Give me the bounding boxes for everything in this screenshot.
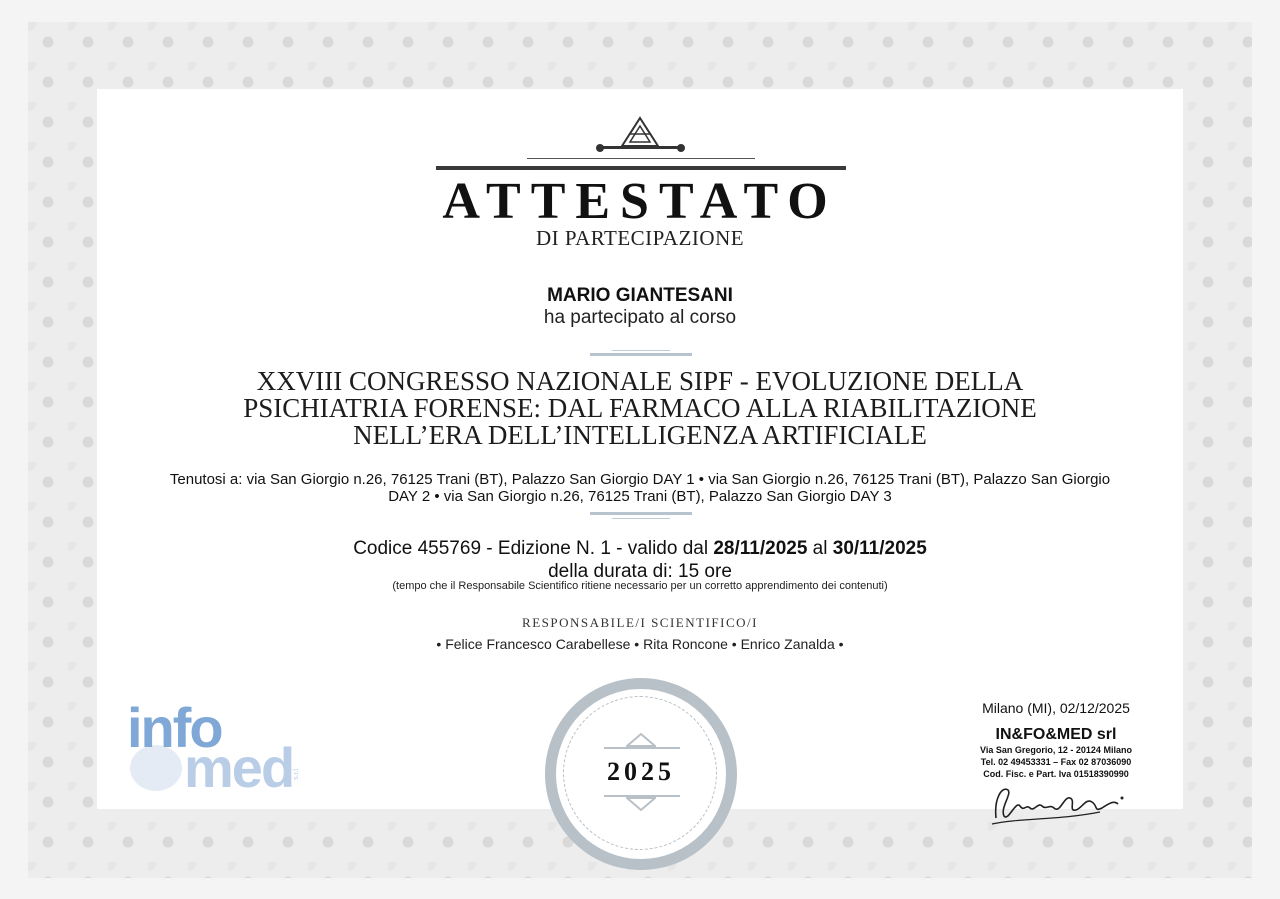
- logo-suffix: s.r.l.: [292, 767, 300, 780]
- logo-word-info: info: [127, 696, 222, 759]
- ornament-dot: [677, 144, 685, 152]
- company-phone: Tel. 02 49453331 – Fax 02 87036090: [980, 757, 1132, 767]
- ornament-line: [597, 146, 683, 149]
- scientific-names: • Felice Francesco Carabellese • Rita Roncone • Enrico Zanalda •: [436, 636, 844, 652]
- place-date: Milano (MI), 02/12/2025: [982, 700, 1130, 716]
- ornament-thin-rule: [527, 158, 755, 159]
- duration-note: (tempo che il Responsabile Scientifico ritiene necessario per un corretto apprendimento dei contenuti): [392, 580, 888, 592]
- course-title-line: PSICHIATRIA FORENSE: DAL FARMACO ALLA RIABILITAZIONE: [243, 393, 1037, 423]
- separator: [590, 512, 692, 515]
- participation-text: ha partecipato al corso: [543, 307, 737, 328]
- course-title: [0, 368, 1280, 449]
- venue-line: DAY 2 • via San Giorgio n.26, 76125 Trani (BT), Palazzo San Giorgio DAY 3: [388, 488, 892, 505]
- logo-word-med: med: [184, 736, 294, 799]
- seal-chevron-icon: [626, 797, 656, 811]
- course-duration: della durata di: 15 ore: [548, 561, 732, 582]
- date-to: 30/11/2025: [832, 538, 927, 559]
- scientific-heading: RESPONSABILE/I SCIENTIFICO/I: [522, 615, 758, 630]
- certificate-subtitle: DI PARTECIPAZIONE: [535, 226, 745, 250]
- course-title-line: XXVIII CONGRESSO NAZIONALE SIPF - EVOLUZIONE DELLA: [256, 366, 1024, 396]
- triangle-emblem-icon: [620, 116, 660, 148]
- course-code-validity: [0, 538, 1280, 560]
- separator-thin: [612, 518, 670, 519]
- participant-name: MARIO GIANTESANI: [547, 285, 733, 306]
- seal-line: [604, 747, 680, 749]
- code-mid: al: [807, 538, 833, 559]
- company-tax-code: Cod. Fisc. e Part. Iva 01518390990: [983, 769, 1129, 779]
- venue-text: [120, 471, 1160, 505]
- company-stamp-name: IN&FO&MED srl: [995, 726, 1117, 743]
- company-address: Via San Gregorio, 12 - 20124 Milano: [980, 745, 1132, 755]
- seal-chevron-icon: [626, 733, 656, 747]
- certificate-title: ATTESTATO: [442, 173, 838, 230]
- venue-line: Tenutosi a: via San Giorgio n.26, 76125 Trani (BT), Palazzo San Giorgio DAY 1 • via San Giorgio n.26, 76125 Trani (BT), Palazzo San Giorgio: [169, 471, 1111, 488]
- date-from: 28/11/2025: [713, 538, 808, 559]
- ornament-dot: [596, 144, 604, 152]
- course-title-line: NELL’ERA DELL’INTELLIGENZA ARTIFICIALE: [353, 420, 927, 450]
- seal-year: 2025: [607, 757, 675, 786]
- separator-thin: [612, 350, 670, 351]
- ornament-thick-rule: [436, 166, 846, 170]
- separator: [590, 353, 692, 356]
- signature-icon: [990, 778, 1130, 828]
- code-prefix: Codice 455769 - Edizione N. 1 - valido dal: [353, 538, 714, 559]
